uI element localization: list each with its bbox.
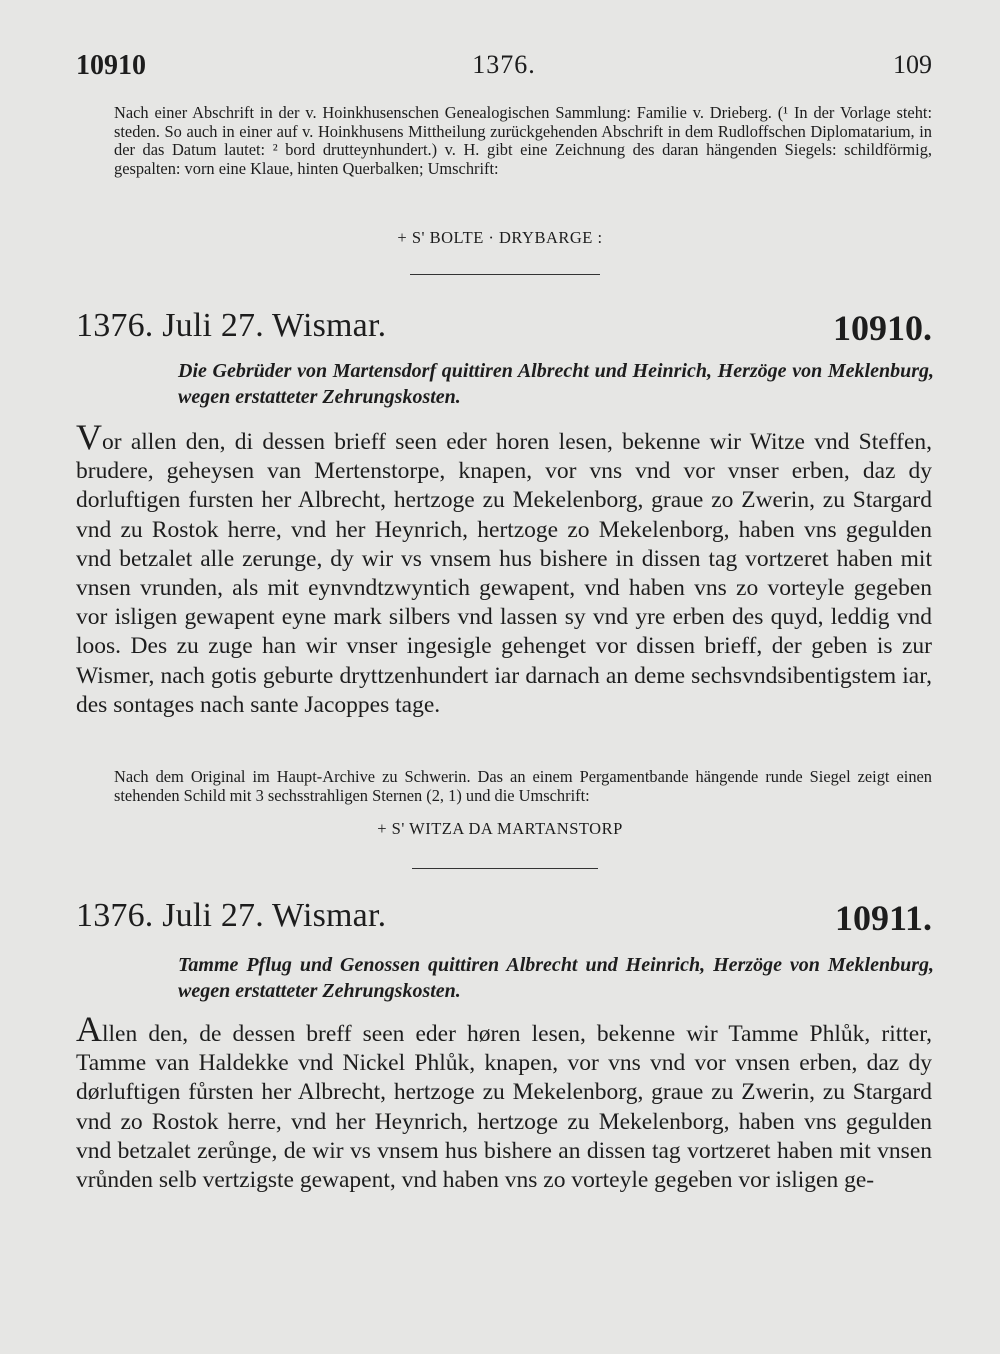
seal-inscription-1: + S' BOLTE · DRYBARGE : <box>397 228 603 247</box>
section-divider <box>412 868 598 869</box>
section-divider <box>410 274 600 275</box>
header-year: 1376. <box>472 50 536 79</box>
charter-text-10911 <box>76 1009 932 1195</box>
regest-10911: Tamme Pflug und Genossen quittiren Albrecht und Heinrich, Herzöge von Meklenburg, wegen erstatteter Zehrungskosten. <box>178 954 934 1002</box>
page-number: 109 <box>893 50 932 79</box>
regest-10910: Die Gebrüder von Martensdorf quittiren Albrecht und Heinrich, Herzöge von Meklenburg, wegen erstatteter Zehrungskosten. <box>178 360 934 408</box>
charter-text-10910 <box>76 417 932 720</box>
source-note-top <box>114 104 932 178</box>
source-note-10910 <box>114 768 932 805</box>
initial-letter: V <box>76 417 102 457</box>
running-header <box>76 50 932 90</box>
initial-letter: A <box>76 1009 102 1049</box>
header-document-number: 10910 <box>76 50 146 81</box>
seal-inscription-2: + S' WITZA DA MARTANSTORP <box>377 819 623 838</box>
document-dateline-10910 <box>76 307 932 351</box>
dateline-text: 1376. Juli 27. Wismar. <box>76 307 387 344</box>
document-number: 10911. <box>834 898 932 938</box>
charter-body: llen den, de dessen breff seen eder høren lesen, bekenne wir Tamme Phlůk, ritter, Tamme van Haldekke vnd Nickel Phlůk, knapen, vor vns vnd vor vnsen erben, daz dy dørluftigen fůrsten her Albrecht, hertzoge zu Mekelenborg, graue zu Zwerin, zu Stargard vnd zo Rostok herre, vnd her Heynrich, hertzoge zu Mekelenborg, haben vns gegulden vnd betzalet zerůnge, de wir vs vnsem hus bishere an dissen tag vortzeret haben mit vnsen vrůnden selb vertzigste gewapent, vnd haben vns zo vorteyle gegeben vor isligen ge- <box>76 1021 932 1194</box>
source-note-text: Nach einer Abschrift in der v. Hoinkhusenschen Genealogischen Sammlung: Familie v. Drieberg. (¹ In der Vorlage steht: steden. So auch in einer auf v. Hoinkhusens Mittheilung zurückgehenden Abschrift in dem Rudloffschen Diplomatarium, in der das Datum lautet: ² bord drutteynhundert.) v. H. gibt eine Zeichnung des daran hängenden Siegels: schildförmig, gespalten: vorn eine Klaue, hinten Querbalken; Umschrift: <box>114 103 932 178</box>
charter-body: or allen den, di dessen brieff seen eder horen lesen, bekenne wir Witze vnd Steffen, brudere, geheysen van Mertenstorpe, knapen, vor vns vnd vor vnser erben, daz dy dorluftigen fursten her Albrecht, hertzoge zu Mekelenborg, graue zo Zwerin, zu Stargard vnd zu Rostok herre, vnd her Heynrich, hertzoge zo Mekelenborg, haben vns gegulden vnd betzalet alle zerunge, dy wir vs vnsem hus bishere in dissen tag vortzeret haben mit vnsen vrunden, als mit eynvndtzwyntich gewapent, vnd haben vns zo vorteyle gegeben vor isligen gewapent eyne mark silbers vnd lassen sy vnd yre erben des quyd, leddig vnd loos. Des zu zuge han wir vnser ingesigle gehenget vor dissen brieff, der geben is zur Wismer, nach gotis geburte dryttzenhundert iar darnach an deme sechsvndsibentigstem iar, des sontages nach sante Jacoppes tage. <box>76 429 932 718</box>
dateline-text: 1376. Juli 27. Wismar. <box>76 897 387 934</box>
document-dateline-10911 <box>76 897 932 941</box>
source-note-text: Nach dem Original im Haupt-Archive zu Schwerin. Das an einem Pergamentbande hängende runde Siegel zeigt einen stehenden Schild mit 3 sechsstrahligen Sternen (2, 1) und die Umschrift: <box>114 767 932 805</box>
document-number: 10910. <box>833 308 932 348</box>
